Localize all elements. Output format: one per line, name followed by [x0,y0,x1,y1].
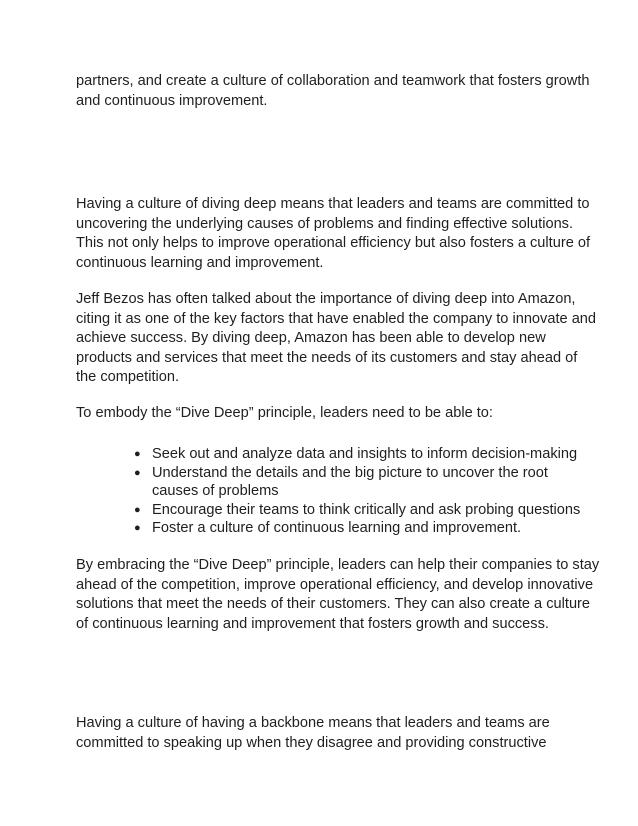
text-line: committed to speaking up when they disagree and providing constructive [76,734,547,751]
bullet-icon: ● [134,503,141,516]
paragraph-backbone [76,714,576,753]
bullet-list [132,445,582,538]
text-line: By embracing the “Dive Deep” principle, leaders can help their companies to stay [76,557,600,573]
text-line: Having a culture of having a backbone means that leaders and teams are [76,715,550,731]
paragraph-embracing-principle [76,556,600,634]
paragraph-jeff-bezos [76,290,597,388]
bullet-icon: ● [134,466,141,479]
text-line: citing it as one of the key factors that have enabled the company to innovate and [76,310,597,327]
text-line: achieve success. By diving deep, Amazon has been able to develop new [76,330,546,347]
bullet-icon: ● [134,448,141,460]
text-line: partners, and create a culture of collaboration and teamwork that fosters growth [76,73,590,89]
list-item [132,519,582,538]
text-line: of continuous learning and improvement that fosters growth and success. [76,615,549,632]
paragraph-embody-principle [76,404,576,424]
text-line: and continuous improvement. [76,92,268,109]
list-item-text: Foster a culture of continuous learning and improvement. [152,520,522,537]
text-line: continuous learning and improvement. [76,254,324,271]
paragraph-collaboration-end [76,72,590,111]
text-line: This not only helps to improve operational efficiency but also fosters a culture of [76,235,591,252]
paragraph-diving-deep-culture [76,195,591,273]
text-line: solutions that meet the needs of their customers. They can also create a culture [76,596,591,613]
text-line: uncovering the underlying causes of problems and finding effective solutions. [76,215,574,232]
list-item [132,501,582,520]
list-item-text: Seek out and analyze data and insights to inform decision-making [152,446,578,462]
text-line: the competition. [76,369,180,386]
list-item-text: Understand the details and the big picture to uncover the root causes of problems [152,464,548,500]
list-item [132,445,582,464]
bullet-icon: ● [134,522,141,535]
text-line: To embody the “Dive Deep” principle, leaders need to be able to: [76,405,493,421]
list-item [132,464,582,501]
text-line: ahead of the competition, improve operational efficiency, and develop innovative [76,576,594,593]
text-line: products and services that meet the needs of its customers and stay ahead of [76,349,578,366]
text-line: Jeff Bezos has often talked about the importance of diving deep into Amazon, [76,291,576,307]
text-line: Having a culture of diving deep means that leaders and teams are committed to [76,196,590,212]
list-item-text: Encourage their teams to think critically and ask probing questions [152,501,581,518]
